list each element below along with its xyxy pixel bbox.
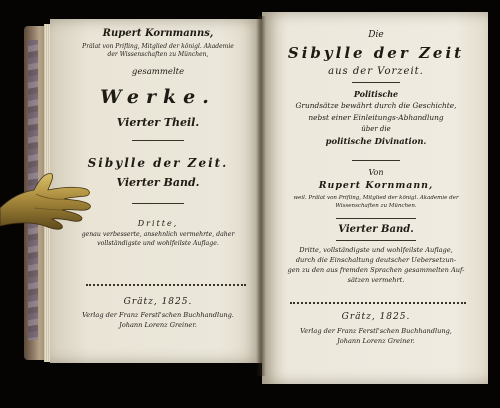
- right-author-title-1: weil. Prälat von Prifling, Mitglied der königl. Akademie der: [293, 195, 459, 201]
- right-main-title: Sibylle der Zeit: [287, 44, 465, 62]
- book-gutter-shadow: [256, 16, 266, 376]
- brass-hand-icon: [0, 168, 95, 234]
- left-edition-desc-2: vollständigste und wohlfeilste Auflage.: [97, 240, 219, 247]
- right-printer: Johann Lorenz Greiner.: [337, 337, 415, 345]
- right-divider-2: [352, 160, 400, 161]
- left-printer: Johann Lorenz Greiner.: [119, 321, 197, 329]
- left-edition-desc-1: genau verbesserte, ansehnlich vermehrte, daher: [81, 231, 235, 238]
- left-volume-label: Vierter Band.: [116, 176, 200, 189]
- left-divider-1: [132, 140, 184, 141]
- right-intro-line: nebst einer Einleitungs-Abhandlung: [308, 113, 444, 122]
- right-publisher: Verlag der Franz Ferstl'schen Buchhandlung,: [300, 327, 452, 335]
- right-divider-3: [336, 218, 416, 219]
- right-subtitle: aus der Vorzeit.: [328, 66, 424, 77]
- left-author-name: Rupert Kornmanns,: [102, 28, 214, 39]
- right-edition-3: gen zu den aus fremden Sprachen gesammelten Auf-: [287, 266, 465, 274]
- right-political-label: Politische: [353, 89, 399, 99]
- right-edition-1: Dritte, vollständigste und wohlfeilste Auflage,: [299, 246, 453, 254]
- right-divider-1: [352, 82, 400, 83]
- right-principles-line: Grundsätze bewährt durch die Geschichte,: [295, 101, 457, 110]
- left-author-title-1: Prälat von Prifling, Mitglied der königl. Akademie: [82, 43, 234, 50]
- right-volume-label: Vierter Band.: [338, 224, 414, 235]
- left-dotted-rule: [86, 284, 246, 286]
- right-divination-line: politische Divination.: [325, 136, 427, 146]
- left-edition-label: Dritte,: [137, 219, 179, 228]
- left-publisher: Verlag der Franz Ferstl'schen Buchhandlung.: [82, 311, 234, 319]
- left-divider-2: [132, 203, 184, 204]
- right-article: Die: [368, 30, 384, 40]
- right-dotted-rule: [290, 302, 466, 304]
- right-place-date: Grätz, 1825.: [341, 312, 411, 322]
- left-collected-label: gesammelte: [131, 67, 185, 77]
- left-part-label: Vierter Theil.: [116, 116, 200, 129]
- left-werke-title: Werke.: [100, 86, 216, 108]
- left-sibylle-title: Sibylle der Zeit.: [87, 156, 229, 170]
- right-by-label: Von: [368, 168, 384, 177]
- right-author-name: Rupert Kornmann,: [318, 180, 434, 191]
- right-divider-4: [336, 240, 416, 241]
- right-edition-2: durch die Einschaltung deutscher Uebersetzun-: [295, 256, 457, 264]
- left-place-date: Grätz, 1825.: [123, 297, 193, 307]
- left-author-title-2: der Wissenschaften zu München,: [107, 51, 209, 58]
- right-edition-4: sätzen vermehrt.: [347, 276, 405, 284]
- right-about-line: über die: [361, 125, 391, 133]
- right-author-title-2: Wissenschaften zu München.: [335, 203, 417, 209]
